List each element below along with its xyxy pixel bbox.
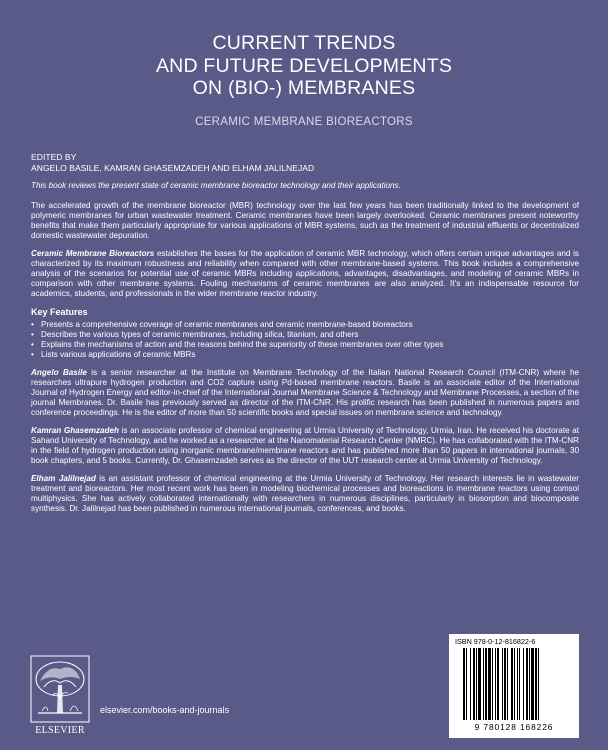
book-name-emphasis: Ceramic Membrane Bioreactors bbox=[31, 249, 155, 259]
back-cover-text bbox=[31, 181, 579, 522]
barcode-bar bbox=[517, 648, 518, 720]
barcode-bar bbox=[511, 648, 513, 720]
intro-text: This book reviews the present state of ceramic membrane bioreactor technology and their applications. bbox=[31, 181, 401, 190]
book-title bbox=[0, 32, 608, 100]
barcode-bar bbox=[535, 648, 537, 720]
barcode-bar bbox=[529, 648, 530, 720]
author-name: Kamran Ghasemzadeh bbox=[31, 425, 119, 435]
barcode-bar bbox=[526, 648, 528, 720]
barcode-bar bbox=[507, 648, 508, 720]
book-subtitle: CERAMIC MEMBRANE BIOREACTORS bbox=[195, 116, 413, 128]
list-item: • Presents a comprehensive coverage of ceramic membranes and ceramic membrane-based bioreactors bbox=[31, 320, 579, 330]
barcode-bar bbox=[504, 648, 506, 720]
key-features-heading: Key Features bbox=[31, 307, 88, 318]
editors-block bbox=[31, 152, 314, 174]
barcode-bar bbox=[478, 648, 481, 720]
key-features-list bbox=[31, 320, 579, 360]
barcode-bar bbox=[476, 648, 477, 720]
edited-by-label: EDITED BY bbox=[31, 152, 77, 162]
barcode-bar bbox=[485, 648, 487, 720]
barcode-bar bbox=[523, 648, 524, 720]
barcode-bar bbox=[488, 648, 491, 720]
isbn-barcode-box bbox=[449, 634, 579, 738]
title-line: AND FUTURE DEVELOPMENTS bbox=[155, 54, 453, 77]
barcode-bar bbox=[495, 648, 496, 720]
barcode-bar bbox=[463, 648, 465, 720]
author-bio-text: is an associate professor of chemical engineering at Urmia University of Technology, Urmia, Iran. He received his doctorate at Sahand University of Technology, and he worked as a researcher at the Nanomaterial Research Center (NMRC). He has collaborated with the ITM-CNR in the field of hydrogen production using inorganic membrane/membrane reactors and has published more than 50 papers in international journals, 30 book chapters, and 5 books. Currently, Dr. Ghasemzadeh serves as the director of the UUT research center at Urmia University of Technology. bbox=[31, 425, 579, 466]
barcode-bar bbox=[473, 648, 475, 720]
publisher-website: elsevier.com/books-and-journals bbox=[100, 705, 230, 715]
description-text: establishes the bases for the application of ceramic MBR technology, which offers certain unique advantages and is characterized by its maximum robustness and reliability when compared with other membrane-based systems. This book includes a comprehensive analysis of the scenarios for potential use of ceramic MBRs including applications, advantages, disadvantages, and modeling of ceramic MBRs in comparison with other membrane systems. Fouling mechanisms of ceramic membranes are also analyzed. It’s an indispensable resource for academics, students, and professionals in the wider membrane reactor industry. bbox=[31, 249, 579, 299]
author-bio-text: is a senior researcher at the Institute on Membrane Technology of the Italian National Research Council (ITM-CNR) where he researches ultrapure hydrogen production and CO2 capture using Pd-based membrane reactors. Basile is an associate editor of the International Journal of Hydrogen Energy and editor-in-chief of the International Journal Membrane Science & Technology and Membrane Processes, a section of the journal Membranes. Dr. Basile has previously served as director of the ITM-CNR. His prolific research has been published in numerous papers and conference proceedings. He is the editor of more than 50 scientific books and special issues on membrane science and technology. bbox=[31, 367, 580, 417]
barcode-bar bbox=[483, 648, 484, 720]
barcode-bar bbox=[514, 648, 515, 720]
isbn-label: ISBN 978-0-12-816822-6 bbox=[455, 637, 536, 646]
description-paragraph bbox=[31, 249, 579, 299]
elsevier-tree-icon bbox=[30, 655, 90, 723]
barcode-bar bbox=[519, 648, 520, 720]
list-item: • Lists various applications of ceramic MBRs bbox=[31, 350, 579, 360]
barcode-icon bbox=[463, 648, 567, 722]
barcode-bar bbox=[538, 648, 539, 720]
barcode-bar bbox=[497, 648, 499, 720]
editor-names: ANGELO BASILE, KAMRAN GHASEMZADEH AND ELHAM JALILNEJAD bbox=[31, 163, 315, 173]
publisher-name: ELSEVIER bbox=[35, 725, 85, 736]
author-bio bbox=[31, 368, 579, 418]
author-name: Angelo Basile bbox=[31, 367, 87, 377]
barcode-bar bbox=[492, 648, 493, 720]
author-name: Elham Jalilnejad bbox=[31, 474, 96, 484]
publisher-logo bbox=[30, 655, 90, 737]
title-line: ON (BIO-) MEMBRANES bbox=[192, 77, 416, 99]
list-item: • Describes the various types of ceramic membranes, including silica, titanium, and others bbox=[31, 330, 579, 340]
author-bio bbox=[31, 426, 579, 466]
description-text: The accelerated growth of the membrane bioreactor (MBR) technology over the last few years has been traditionally linked to the development of polymeric membranes for urban wastewater treatment. Ceramic membranes have been largely overlooked. Ceramic membranes present noteworthy benefits that make them particularly appropriate for various applications of MBR systems, such as the treatment of industrial effluents or decentralized domestic wastewater depuration. bbox=[31, 201, 579, 241]
barcode-bar bbox=[466, 648, 467, 720]
barcode-bar bbox=[531, 648, 534, 720]
barcode-bar bbox=[470, 648, 471, 720]
title-line: CURRENT TRENDS bbox=[212, 32, 396, 54]
author-bio-text: is an assistant professor of chemical engineering at the Urmia University of Technology. Her research interests lie in wastewater treatment and bioreactors. Her most recent work has been in modeling biochemical processes and bioreactions in membrane reactors using comsol multiphysics. She has actively collaborated internationally with researchers in numerous disciplines, particularly in biosorption and biocomposite synthesis. Dr. Jalilnejad has been published in numerous international journals, conferences, and books. bbox=[31, 474, 580, 514]
description-paragraph bbox=[31, 201, 579, 241]
barcode-number: 9 780128 168226 bbox=[474, 722, 554, 732]
author-bio bbox=[31, 474, 579, 514]
barcode-bar bbox=[502, 648, 503, 720]
list-item: • Explains the mechanisms of action and the reasons behind the superiority of these membranes over other types bbox=[31, 340, 579, 350]
